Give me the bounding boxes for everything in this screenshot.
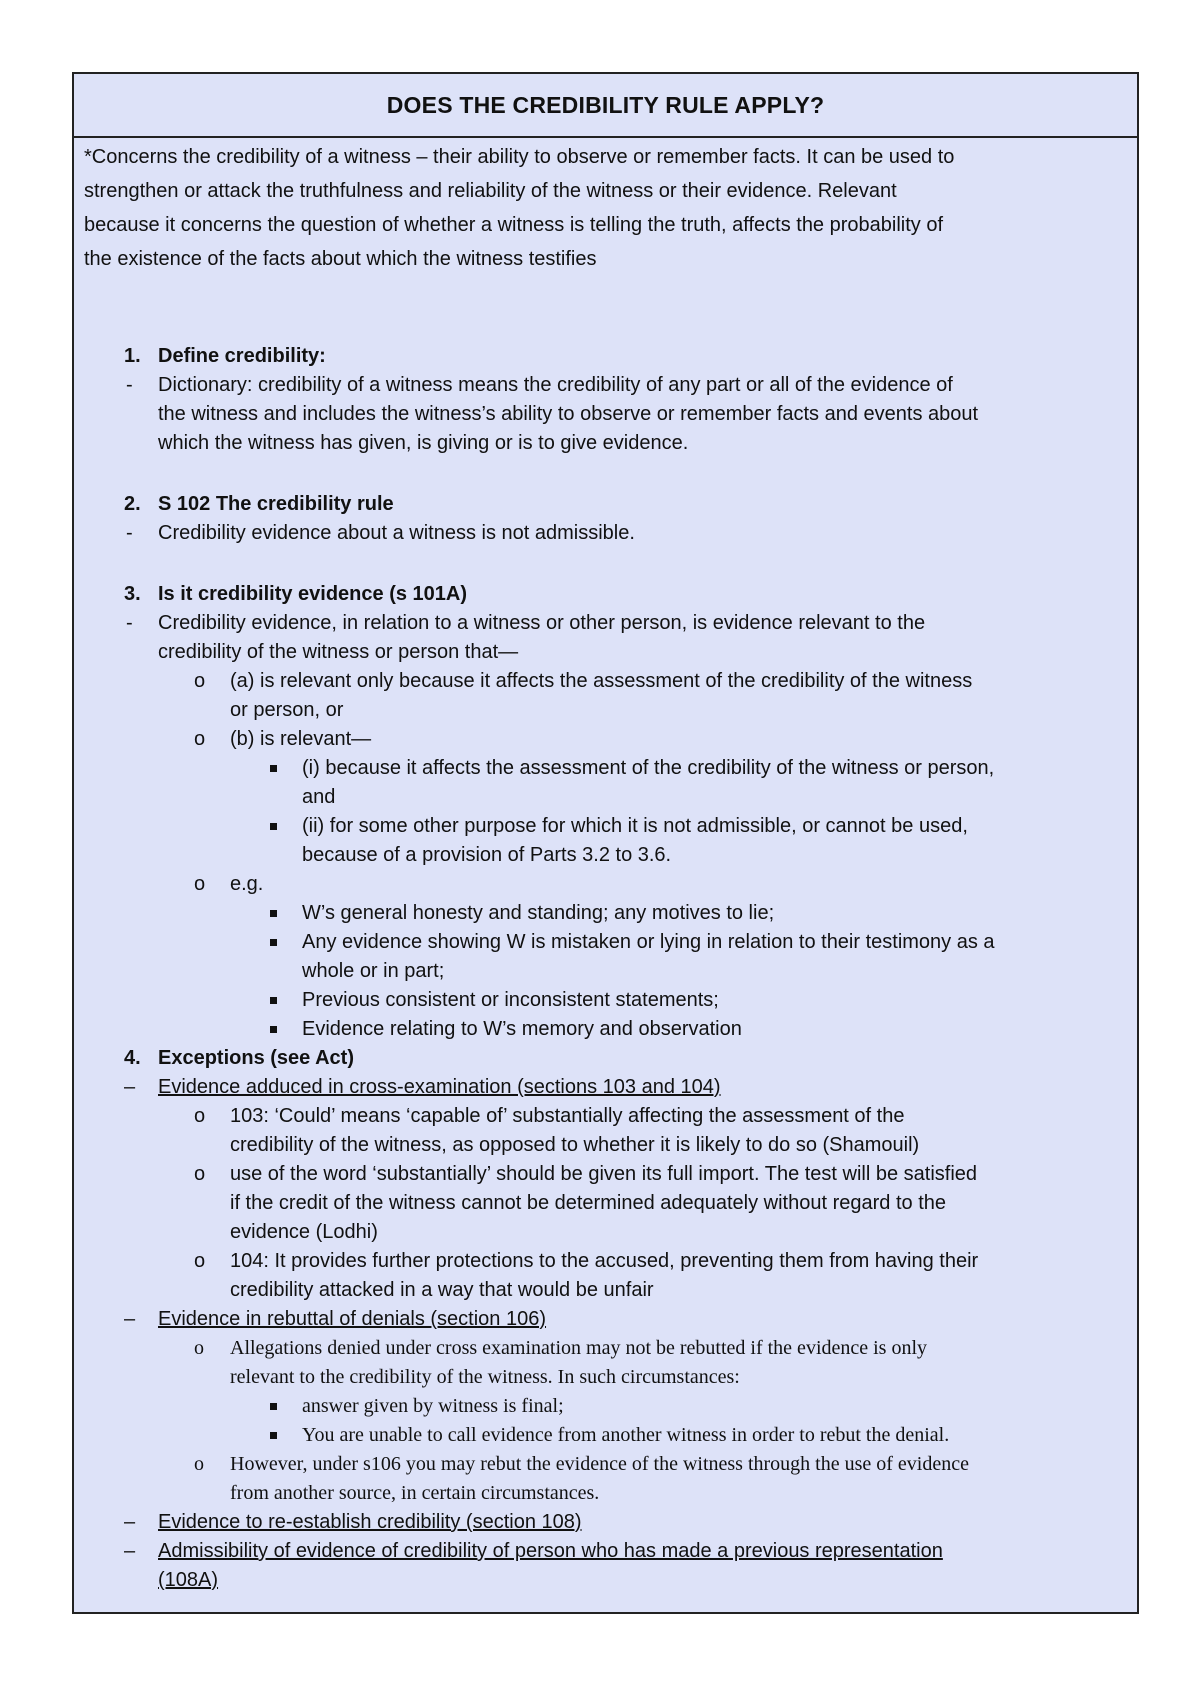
list-item: – Evidence in rebuttal of denials (section 106) xyxy=(124,1308,547,1330)
document-box xyxy=(72,72,1139,1614)
sub-item-cont: relevant to the credibility of the witness. In such circumstances: xyxy=(230,1366,740,1388)
list-item-cont: the witness and includes the witness’s ability to observe or remember facts and events about xyxy=(158,403,979,425)
sub-item: o 104: It provides further protections to the accused, preventing them from having their xyxy=(194,1250,979,1272)
sub-sub-item-cont: whole or in part; xyxy=(302,960,445,982)
square-bullet-icon xyxy=(270,910,277,917)
square-bullet-icon xyxy=(270,997,277,1004)
sub-item-cont: credibility attacked in a way that would be unfair xyxy=(230,1279,654,1301)
sub-item: o Allegations denied under cross examination may not be rebutted if the evidence is only xyxy=(194,1337,928,1359)
section-2-heading: 2. S 102 The credibility rule xyxy=(124,493,394,515)
sub-item-cont: credibility of the witness, as opposed to whether it is likely to do so (Shamouil) xyxy=(230,1134,920,1156)
sub-item-cont: or person, or xyxy=(230,699,344,721)
sub-sub-item: answer given by witness is final; xyxy=(74,1392,1137,1421)
document-title: DOES THE CREDIBILITY RULE APPLY? xyxy=(74,74,1137,138)
section-4-heading: 4. Exceptions (see Act) xyxy=(124,1047,354,1069)
sub-sub-item: Evidence relating to W’s memory and observation xyxy=(74,1015,1137,1044)
sub-item: o However, under s106 you may rebut the evidence of the witness through the use of evidence xyxy=(194,1453,969,1475)
sub-item: o 103: ‘Could’ means ‘capable of’ substantially affecting the assessment of the xyxy=(194,1105,905,1127)
square-bullet-icon xyxy=(270,765,277,772)
sub-item-cont: evidence (Lodhi) xyxy=(230,1221,378,1243)
list-item: – Evidence to re-establish credibility (section 108) xyxy=(124,1511,582,1533)
section-1-heading: 1. Define credibility: xyxy=(124,345,326,367)
list-item-cont: which the witness has given, is giving or is to give evidence. xyxy=(158,432,689,454)
sub-item: o (b) is relevant— xyxy=(194,728,372,750)
sub-sub-item-cont: because of a provision of Parts 3.2 to 3.6. xyxy=(302,844,672,866)
section-3-heading: 3. Is it credibility evidence (s 101A) xyxy=(124,583,468,605)
list-item: - Dictionary: credibility of a witness means the credibility of any part or all of the evidence of xyxy=(126,374,953,396)
intro-line: because it concerns the question of whether a witness is telling the truth, affects the probability of xyxy=(84,214,944,236)
square-bullet-icon xyxy=(270,1403,277,1410)
intro-line: *Concerns the credibility of a witness – their ability to observe or remember facts. It can be used to xyxy=(84,146,955,168)
sub-sub-item-cont: and xyxy=(302,786,336,808)
list-item: – Admissibility of evidence of credibility of person who has made a previous representation xyxy=(124,1540,943,1562)
sub-sub-item: Any evidence showing W is mistaken or lying in relation to their testimony as a xyxy=(74,928,1137,957)
square-bullet-icon xyxy=(270,823,277,830)
sub-sub-item: (i) because it affects the assessment of the credibility of the witness or person, xyxy=(74,754,1137,783)
sub-item: o e.g. xyxy=(194,873,264,895)
sub-item: o use of the word ‘substantially’ should be given its full import. The test will be satisfied xyxy=(194,1163,978,1185)
list-item-cont: credibility of the witness or person that— xyxy=(158,641,519,663)
square-bullet-icon xyxy=(270,1026,277,1033)
intro-line: strengthen or attack the truthfulness and reliability of the witness or their evidence. Relevant xyxy=(84,180,897,202)
list-item: – Evidence adduced in cross-examination (sections 103 and 104) xyxy=(124,1076,721,1098)
square-bullet-icon xyxy=(270,1432,277,1439)
sub-sub-item: You are unable to call evidence from another witness in order to rebut the denial. xyxy=(74,1421,1137,1450)
list-item: - Credibility evidence about a witness is not admissible. xyxy=(126,522,635,544)
sub-item: o (a) is relevant only because it affects the assessment of the credibility of the witness xyxy=(194,670,973,692)
list-item-cont: (108A) xyxy=(158,1569,219,1591)
sub-item-cont: if the credit of the witness cannot be determined adequately without regard to the xyxy=(230,1192,946,1214)
sub-item-cont: from another source, in certain circumstances. xyxy=(230,1482,600,1504)
list-item: - Credibility evidence, in relation to a witness or other person, is evidence relevant to the xyxy=(126,612,926,634)
square-bullet-icon xyxy=(270,939,277,946)
intro-line: the existence of the facts about which the witness testifies xyxy=(84,248,597,270)
sub-sub-item: (ii) for some other purpose for which it is not admissible, or cannot be used, xyxy=(74,812,1137,841)
sub-sub-item: W’s general honesty and standing; any motives to lie; xyxy=(74,899,1137,928)
sub-sub-item: Previous consistent or inconsistent statements; xyxy=(74,986,1137,1015)
intro-paragraph xyxy=(74,138,1137,276)
